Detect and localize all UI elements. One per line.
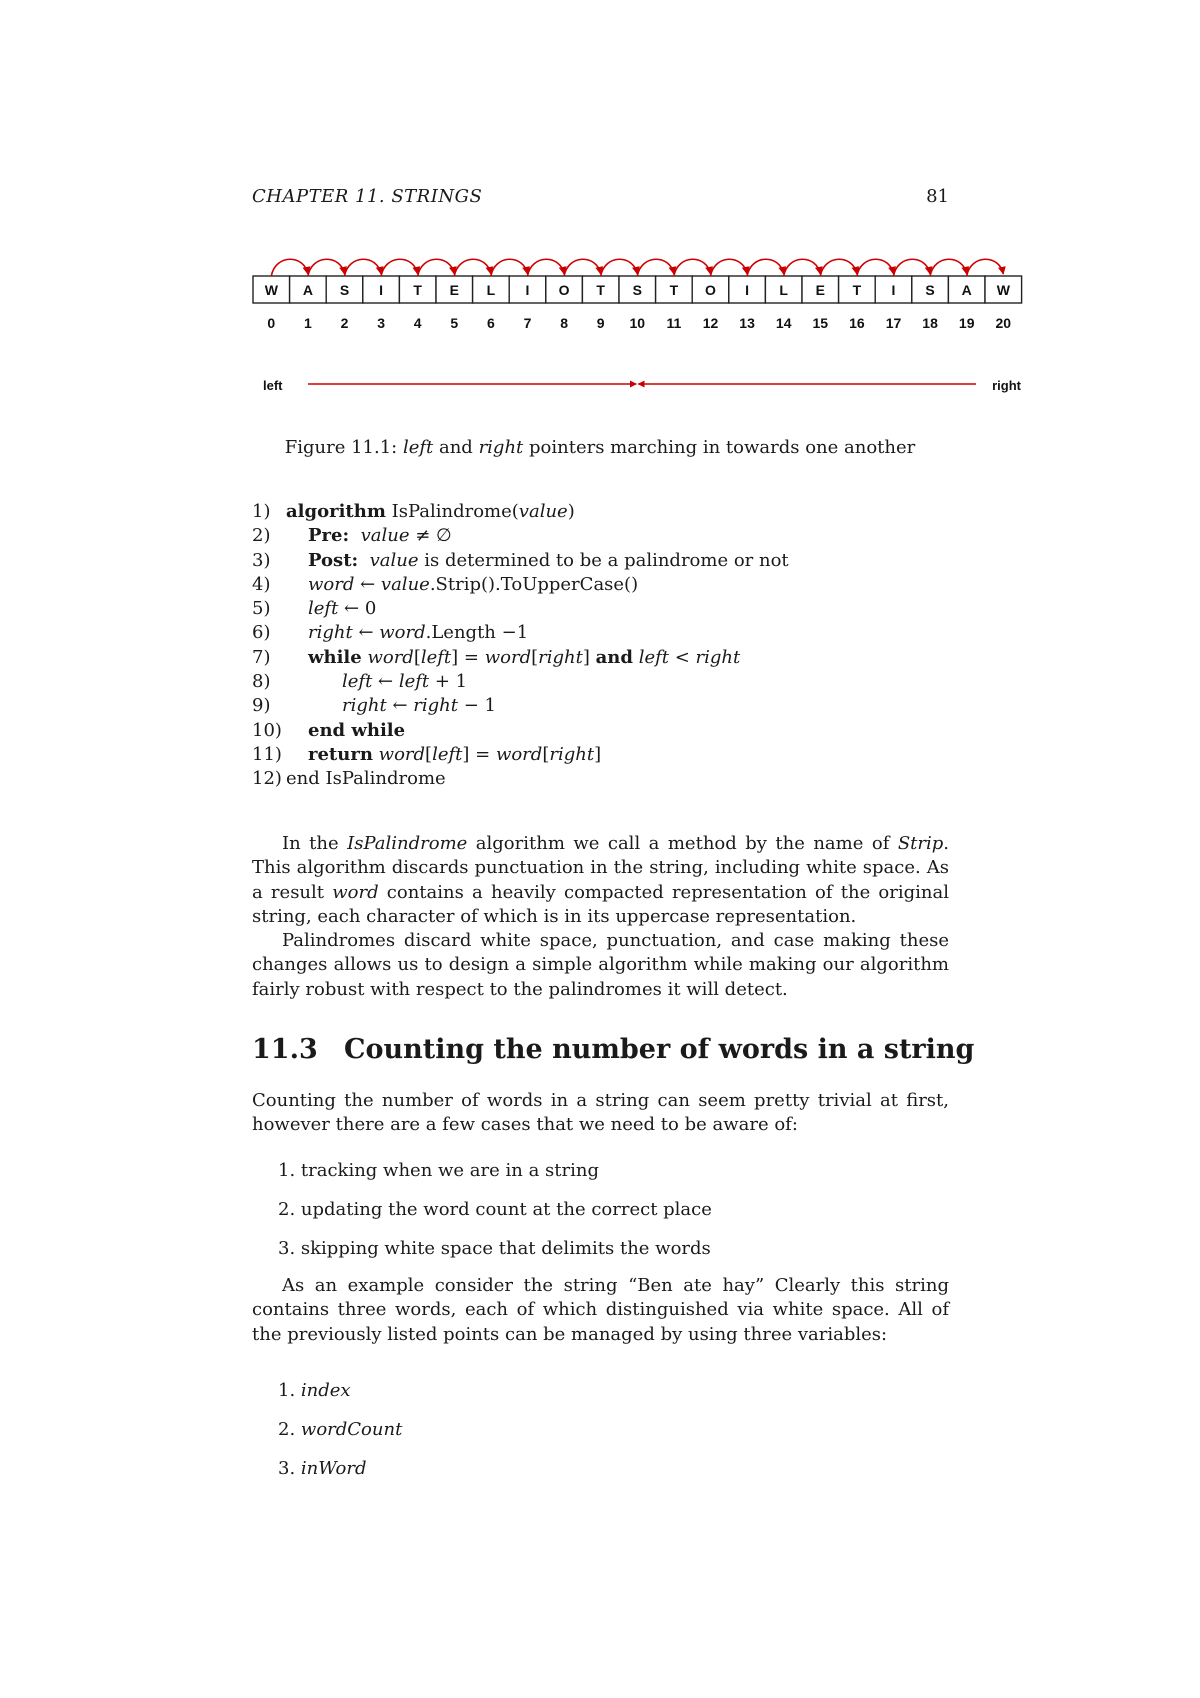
variable: right: [549, 743, 595, 765]
cell-index: 1: [304, 315, 312, 331]
variable: value: [518, 501, 568, 522]
keyword: Post:: [308, 549, 359, 571]
line-number: 11): [252, 743, 282, 765]
cell-letter: E: [449, 282, 459, 298]
cell-index: 4: [413, 315, 422, 331]
cell-letter: E: [815, 282, 825, 298]
pointer-arc: [345, 259, 382, 276]
variable-name: inWord: [300, 1458, 367, 1479]
cell-letter: W: [996, 282, 1010, 298]
cell-index: 5: [450, 315, 459, 331]
cell-index: 10: [629, 315, 646, 331]
list-item: [278, 1458, 367, 1479]
chapter-title: CHAPTER 11. STRINGS: [252, 186, 483, 207]
list-number: 2.: [278, 1419, 301, 1440]
cell-letter: O: [558, 282, 570, 298]
list-item: 2. updating the word count at the correct place: [278, 1199, 712, 1220]
page-number: 81: [926, 186, 949, 207]
variable: value: [369, 549, 419, 571]
code-text: [: [531, 646, 539, 668]
line-code: [308, 719, 405, 743]
caption-and: and: [433, 437, 479, 458]
cell-index: 16: [849, 315, 865, 331]
algorithm-line: [252, 621, 952, 645]
code-text: ]: [594, 743, 602, 765]
cell-index: 7: [523, 315, 532, 331]
pointer-arc: [564, 259, 601, 276]
list-number: 1.: [278, 1380, 301, 1401]
paragraph-counting-intro: Counting the number of words in a string can seem pretty trivial at first, however there are a few cases that we need to be aware of:: [252, 1090, 949, 1136]
paragraph-palindromes: Palindromes discard white space, punctuation, and case making these changes allows us to design a simple algorithm while making our algorithm fairly robust with respect to the palindromes it will detect.: [252, 930, 949, 1000]
figure-caption: [0, 437, 1200, 458]
pointer-arc: [857, 259, 894, 276]
right-pointer-label: right: [992, 378, 1021, 393]
pointer-arc: [454, 259, 491, 276]
code-text: − 1: [457, 695, 496, 717]
code-text: ]: [582, 646, 596, 668]
line-code: [286, 767, 446, 791]
cell-letter: I: [745, 282, 750, 298]
palindrome-pointer-figure: [0, 0, 1200, 420]
keyword: end while: [308, 719, 406, 741]
cell-index: 18: [922, 315, 938, 331]
cell-index: 8: [560, 315, 568, 331]
line-number: 4): [252, 573, 271, 595]
pointer-arc: [381, 259, 418, 276]
pointer-arc: [308, 259, 345, 276]
cell-letter: S: [339, 282, 350, 298]
cell-letter: T: [413, 282, 422, 298]
line-number: 9): [252, 695, 271, 717]
cell-index: 11: [666, 315, 682, 331]
paragraph-strip-explanation: [252, 832, 949, 929]
keyword: and: [595, 646, 633, 668]
variable: word: [308, 573, 355, 595]
variable: right: [538, 646, 583, 668]
list-item: 3. skipping white space that delimits the words: [278, 1238, 711, 1259]
algorithm-line: [252, 694, 952, 718]
pointer-arc: [637, 259, 674, 276]
caption-left: left: [402, 437, 434, 458]
algorithm-line: [252, 524, 952, 548]
cell-letter: A: [302, 282, 313, 298]
code-text: ←: [352, 622, 380, 644]
p1-c: algorithm we call a method by the name of: [467, 833, 898, 854]
list-number: 3.: [278, 1458, 301, 1479]
line-code: [308, 621, 528, 645]
variable-name: wordCount: [300, 1419, 403, 1440]
variable: word: [484, 646, 532, 668]
p1-f: word: [332, 881, 379, 903]
line-code: [308, 646, 740, 670]
algorithm-line: [252, 597, 952, 621]
line-code: [342, 694, 496, 718]
cell-index: 2: [340, 315, 349, 331]
code-text: .Strip().ToUpperCase(): [429, 573, 639, 595]
pointer-arc: [418, 259, 455, 276]
line-code: [308, 597, 376, 621]
pointer-arc: [528, 259, 565, 276]
line-code: [308, 524, 452, 548]
cell-index: 3: [377, 315, 385, 331]
line-code: [342, 670, 467, 694]
cell-index: 13: [739, 315, 755, 331]
code-text: ←: [354, 573, 381, 595]
section-heading: [252, 1034, 974, 1065]
list-item: 1. tracking when we are in a string: [278, 1160, 599, 1181]
cell-index: 20: [995, 315, 1012, 331]
line-number: 6): [252, 622, 271, 644]
algorithm-line: [252, 767, 952, 791]
line-number: 1): [252, 501, 271, 522]
cell-letter: L: [779, 282, 788, 298]
pointer-arc: [894, 259, 931, 276]
keyword: Pre:: [308, 525, 350, 547]
code-text: IsPalindrome(: [385, 501, 519, 522]
code-text: [: [542, 743, 550, 765]
left-pointer-label: left: [263, 378, 283, 393]
line-number: 8): [252, 671, 271, 693]
line-code: [286, 500, 575, 524]
cell-letter: I: [379, 282, 384, 298]
variable: left: [432, 743, 463, 765]
algorithm-line: [252, 573, 952, 597]
keyword: return: [308, 743, 373, 765]
list-item: [278, 1380, 351, 1401]
cell-letter: S: [925, 282, 935, 298]
cell-index: 0: [267, 315, 276, 331]
line-code: [308, 573, 638, 597]
variable: word: [378, 743, 426, 765]
code-text: [: [413, 646, 421, 668]
variable: left: [398, 671, 430, 693]
variable: word: [495, 743, 543, 765]
p1-d: Strip: [897, 833, 944, 854]
cell-index: 6: [487, 315, 495, 331]
section-number: 11.3: [252, 1034, 318, 1065]
cell-index: 19: [958, 315, 975, 331]
algorithm-line: [252, 500, 952, 524]
code-text: ≠ ∅: [409, 525, 452, 547]
variable: left: [308, 598, 339, 620]
code-text: + 1: [429, 671, 468, 693]
cell-letter: T: [596, 282, 605, 298]
variable: left: [342, 671, 373, 693]
algorithm-line: [252, 646, 952, 670]
pointer-arc: [271, 259, 308, 276]
list-item: [278, 1419, 402, 1440]
code-text: ← 0: [338, 598, 377, 620]
algorithm-line: [252, 549, 952, 573]
algorithm-line: [252, 670, 952, 694]
keyword: algorithm: [286, 501, 386, 522]
p1-g: contains a heavily compacted representation of the original string, each character of which is in its uppercase representation.: [252, 881, 949, 927]
p1-b: IsPalindrome: [347, 833, 468, 854]
pointer-arc: [491, 259, 528, 276]
is-palindrome-algorithm: [252, 500, 952, 792]
caption-right: right: [478, 437, 524, 458]
variable: right: [308, 622, 353, 644]
line-number: 5): [252, 598, 271, 620]
code-text: [: [425, 743, 433, 765]
variable: value: [380, 573, 430, 595]
code-text: ] =: [462, 743, 496, 765]
code-text: ): [567, 501, 575, 522]
variable: right: [695, 646, 741, 668]
cell-letter: L: [486, 282, 496, 298]
code-text: .Length −1: [425, 622, 529, 644]
code-text: [349, 525, 360, 546]
line-number: 10): [252, 719, 282, 741]
variable: right: [342, 695, 387, 717]
pointer-arc: [747, 259, 784, 276]
code-text: ←: [386, 695, 414, 717]
algorithm-line: [252, 719, 952, 743]
cell-letter: I: [891, 282, 896, 298]
line-number: 12): [252, 768, 282, 790]
pointer-arc: [784, 259, 821, 276]
cell-index: 17: [885, 315, 902, 331]
cell-index: 12: [702, 315, 719, 331]
paragraph-example: As an example consider the string “Ben ate hay” Clearly this string contains three words, each of which distinguished via white space. All of the previously listed points can be managed by using three variables:: [252, 1275, 949, 1345]
pointer-arc: [711, 259, 748, 276]
code-text: ] =: [451, 646, 485, 668]
p1-e: . This algorithm discards punctuation in the string, including white space. As a result: [252, 833, 950, 903]
line-number: 7): [252, 646, 271, 668]
pointer-arc: [930, 259, 967, 276]
cell-index: 15: [812, 315, 829, 331]
variable: left: [638, 646, 669, 668]
cell-letter: W: [264, 282, 278, 298]
cell-index: 14: [775, 315, 792, 331]
variable-name: index: [300, 1380, 351, 1401]
variable: word: [379, 622, 426, 644]
p1-a: In the: [282, 833, 348, 854]
cell-letter: A: [961, 282, 972, 298]
variable: word: [367, 646, 414, 668]
cell-index: 9: [596, 315, 605, 331]
code-text: end IsPalindrome: [286, 768, 446, 790]
keyword: while: [308, 646, 362, 668]
code-text: is determined to be a palindrome or not: [418, 549, 789, 571]
variable: right: [413, 695, 458, 717]
pointer-arc: [601, 259, 638, 276]
variable: left: [420, 646, 452, 668]
cell-letter: T: [669, 282, 679, 298]
caption-prefix: Figure 11.1:: [284, 437, 403, 458]
pointer-arc: [967, 259, 1004, 276]
code-text: ←: [372, 671, 399, 693]
cell-letter: I: [525, 282, 530, 298]
caption-rest: pointers marching in towards one another: [523, 437, 916, 458]
line-code: [308, 549, 789, 573]
line-number: 3): [252, 549, 271, 571]
pointer-arc: [820, 259, 857, 276]
variable: value: [360, 525, 410, 547]
cell-letter: O: [705, 282, 716, 298]
pointer-arc: [674, 259, 711, 276]
line-code: [308, 743, 601, 767]
line-number: 2): [252, 525, 271, 547]
code-text: [358, 550, 369, 571]
cell-letter: T: [852, 282, 862, 298]
cell-letter: S: [632, 282, 642, 298]
code-text: <: [669, 646, 696, 668]
algorithm-line: [252, 743, 952, 767]
section-title: Counting the number of words in a string: [344, 1034, 975, 1065]
